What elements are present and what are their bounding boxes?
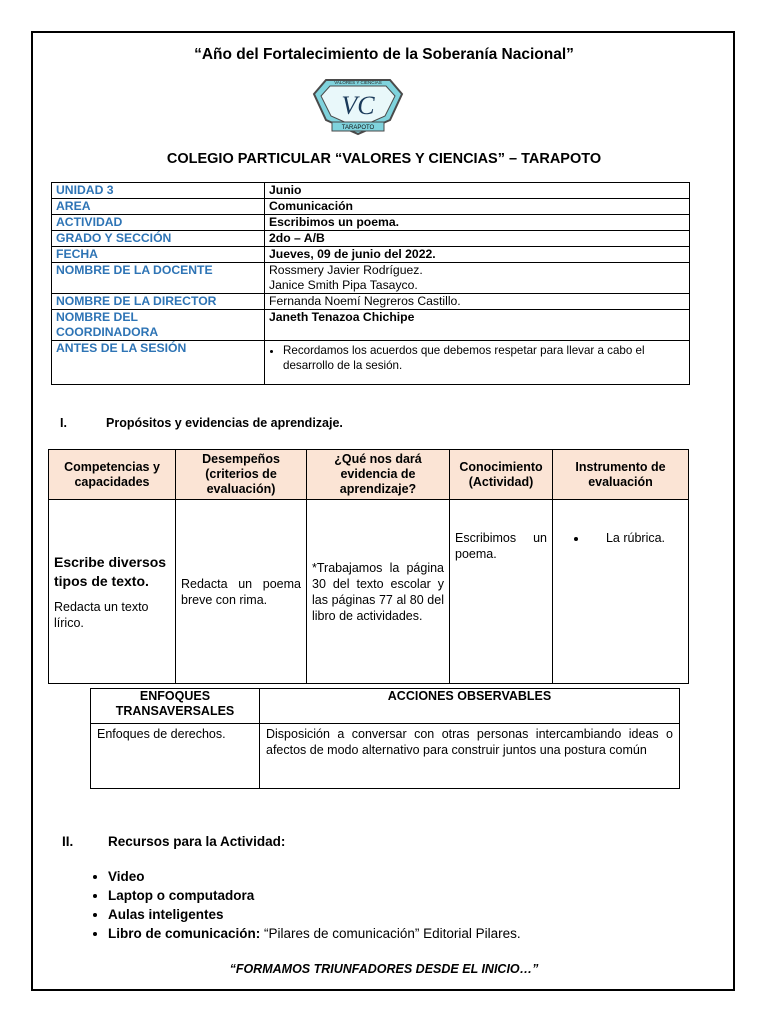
info-row-director xyxy=(52,294,690,310)
purposes-row xyxy=(49,500,689,684)
label-antes: ANTES DE LA SESIÓN xyxy=(52,341,265,385)
capacidad-text: Redacta un texto lírico. xyxy=(54,599,149,630)
label-docente: NOMBRE DE LA DOCENTE xyxy=(52,263,265,294)
section-1-heading xyxy=(60,416,343,430)
label-director: NOMBRE DE LA DIRECTOR xyxy=(52,294,265,310)
label-coordinadora xyxy=(52,310,265,341)
th-desempenos: Desempeños (criterios de evaluación) xyxy=(176,450,307,500)
resources-list xyxy=(86,867,521,943)
label-coordinadora-line-1: NOMBRE DEL xyxy=(56,310,138,324)
cell-evidencia: *Trabajamos la página 30 del texto escolar y las páginas 77 al 80 del libro de actividades. xyxy=(307,500,450,684)
value-coordinadora: Janeth Tenazoa Chichipe xyxy=(265,310,690,341)
th-enfoques: ENFOQUES TRANSAVERSALES xyxy=(91,689,260,724)
section-1-number: I. xyxy=(60,416,67,430)
value-area: Comunicación xyxy=(265,199,690,215)
session-info-table xyxy=(51,182,690,385)
cell-competencia xyxy=(49,500,176,684)
value-actividad: Escribimos un poema. xyxy=(265,215,690,231)
value-fecha: Jueves, 09 de junio del 2022. xyxy=(265,247,690,263)
school-logo xyxy=(308,72,408,140)
footer-motto: “FORMAMOS TRIUNFADORES DESDE EL INICIO…” xyxy=(229,962,539,976)
resource-item: • Aulas inteligentes xyxy=(108,905,521,924)
docente-name-1: Rossmery Javier Rodríguez. xyxy=(269,263,423,277)
label-unidad: UNIDAD 3 xyxy=(52,183,265,199)
purposes-table xyxy=(48,449,689,684)
th-evidencia: ¿Qué nos dará evidencia de aprendizaje? xyxy=(307,450,450,500)
resource-item: • Video xyxy=(108,867,521,886)
cell-desempeno: Redacta un poema breve con rima. xyxy=(176,500,307,684)
instrumento-list xyxy=(558,530,683,546)
cell-enfoque: Enfoques de derechos. xyxy=(91,724,260,789)
label-grado: GRADO Y SECCIÓN xyxy=(52,231,265,247)
instrumento-item: • La rúbrica. xyxy=(588,530,683,546)
label-actividad: ACTIVIDAD xyxy=(52,215,265,231)
section-1-title: Propósitos y evidencias de aprendizaje. xyxy=(106,416,343,430)
value-grado: 2do – A/B xyxy=(265,231,690,247)
school-title: COLEGIO PARTICULAR “VALORES Y CIENCIAS” – TARAPOTO xyxy=(166,151,602,167)
label-coordinadora-line-2: COORDINADORA xyxy=(56,325,159,339)
antes-item: • Recordamos los acuerdos que debemos respetar para llevar a cabo el desarrollo de la sesión. xyxy=(283,343,685,373)
logo-banner: TARAPOTO xyxy=(341,125,375,131)
section-2-heading xyxy=(62,834,285,849)
approaches-table xyxy=(90,688,680,789)
info-row-grado xyxy=(52,231,690,247)
docente-name-2: Janice Smith Pipa Tasayco. xyxy=(269,278,418,292)
info-row-docente xyxy=(52,263,690,294)
value-unidad: Junio xyxy=(265,183,690,199)
resource-item: • Laptop o computadora xyxy=(108,886,521,905)
year-title: “Año del Fortalecimiento de la Soberanía Nacional” xyxy=(194,46,574,63)
label-area: AREA xyxy=(52,199,265,215)
info-row-area xyxy=(52,199,690,215)
resource-4-bold: Libro de comunicación: xyxy=(108,926,261,941)
cell-accion: Disposición a conversar con otras personas intercambiando ideas o afectos de modo alternativo para construir juntos una postura común xyxy=(260,724,680,789)
approaches-row xyxy=(91,724,680,789)
logo-arc-text: VALORES Y CIENCIAS xyxy=(334,80,382,85)
resource-4-rest: “Pilares de comunicación” Editorial Pilares. xyxy=(260,926,521,941)
value-director: Fernanda Noemí Negreros Castillo. xyxy=(265,294,690,310)
info-row-actividad xyxy=(52,215,690,231)
cell-instrumento xyxy=(553,500,689,684)
antes-list xyxy=(269,343,685,373)
info-row-antes xyxy=(52,341,690,385)
purposes-header-row xyxy=(49,450,689,500)
section-2-number: II. xyxy=(62,834,74,849)
approaches-header-row xyxy=(91,689,680,724)
th-competencias: Competencias y capacidades xyxy=(49,450,176,500)
info-row-fecha xyxy=(52,247,690,263)
th-acciones: ACCIONES OBSERVABLES xyxy=(260,689,680,724)
th-instrumento: Instrumento de evaluación xyxy=(553,450,689,500)
th-conocimiento: Conocimiento (Actividad) xyxy=(450,450,553,500)
info-row-unidad xyxy=(52,183,690,199)
label-fecha: FECHA xyxy=(52,247,265,263)
cell-conocimiento: Escribimos un poema. xyxy=(450,500,553,684)
section-2-title: Recursos para la Actividad: xyxy=(108,834,286,849)
value-docente xyxy=(265,263,690,294)
info-row-coordinadora xyxy=(52,310,690,341)
competencia-title: Escribe diversos tipos de texto. xyxy=(54,553,167,589)
resource-item xyxy=(108,924,521,943)
value-antes xyxy=(265,341,690,385)
logo-monogram: VC xyxy=(341,91,375,120)
